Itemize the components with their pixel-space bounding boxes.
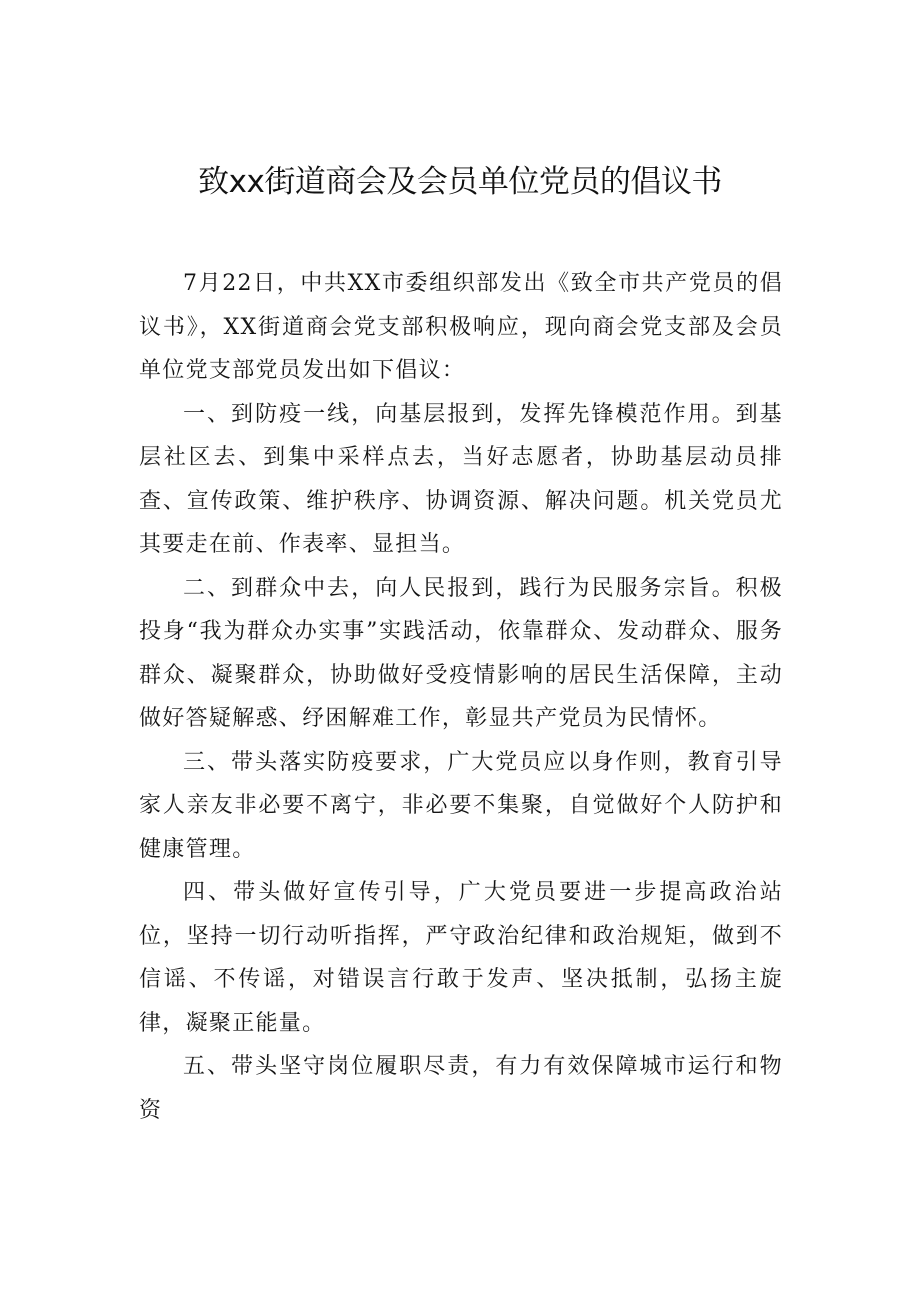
paragraph-item-3: 三、带头落实防疫要求，广大党员应以身作则，教育引导家人亲友非必要不离宁，非必要不集聚，自觉做好个人防护和健康管理。	[139, 749, 783, 862]
paragraph-item-4: 四、带头做好宣传引导，广大党员要进一步提高政治站位，坚持一切行动听指挥，严守政治纪律和政治规矩，做到不信谣、不传谣，对错误言行敢于发声、坚决抵制，弘扬主旋律，凝聚正能量。	[139, 880, 783, 1036]
document-body	[139, 262, 783, 1132]
paragraph-item-5: 五、带头坚守岗位履职尽责，有力有效保障城市运行和物资	[139, 1054, 783, 1123]
paragraph-item-1: 一、到防疫一线，向基层报到，发挥先锋模范作用。到基层社区去、到集中采样点去，当好志愿者，协助基层动员排查、宣传政策、维护秩序、协调资源、解决问题。机关党员尤其要走在前、作表率、显担当。	[139, 401, 783, 557]
paragraph-intro: 7月22日，中共XX市委组织部发出《致全市共产党员的倡议书》，XX街道商会党支部积极响应，现向商会党支部及会员单位党支部党员发出如下倡议：	[139, 271, 783, 383]
document-title: 致xx街道商会及会员单位党员的倡议书	[198, 164, 722, 200]
paragraph-item-2: 二、到群众中去，向人民报到，践行为民服务宗旨。积极投身“我为群众办实事”实践活动，依靠群众、发动群众、服务群众、凝聚群众，协助做好受疫情影响的居民生活保障，主动做好答疑解惑、纾困解难工作，彰显共产党员为民情怀。	[139, 575, 783, 731]
